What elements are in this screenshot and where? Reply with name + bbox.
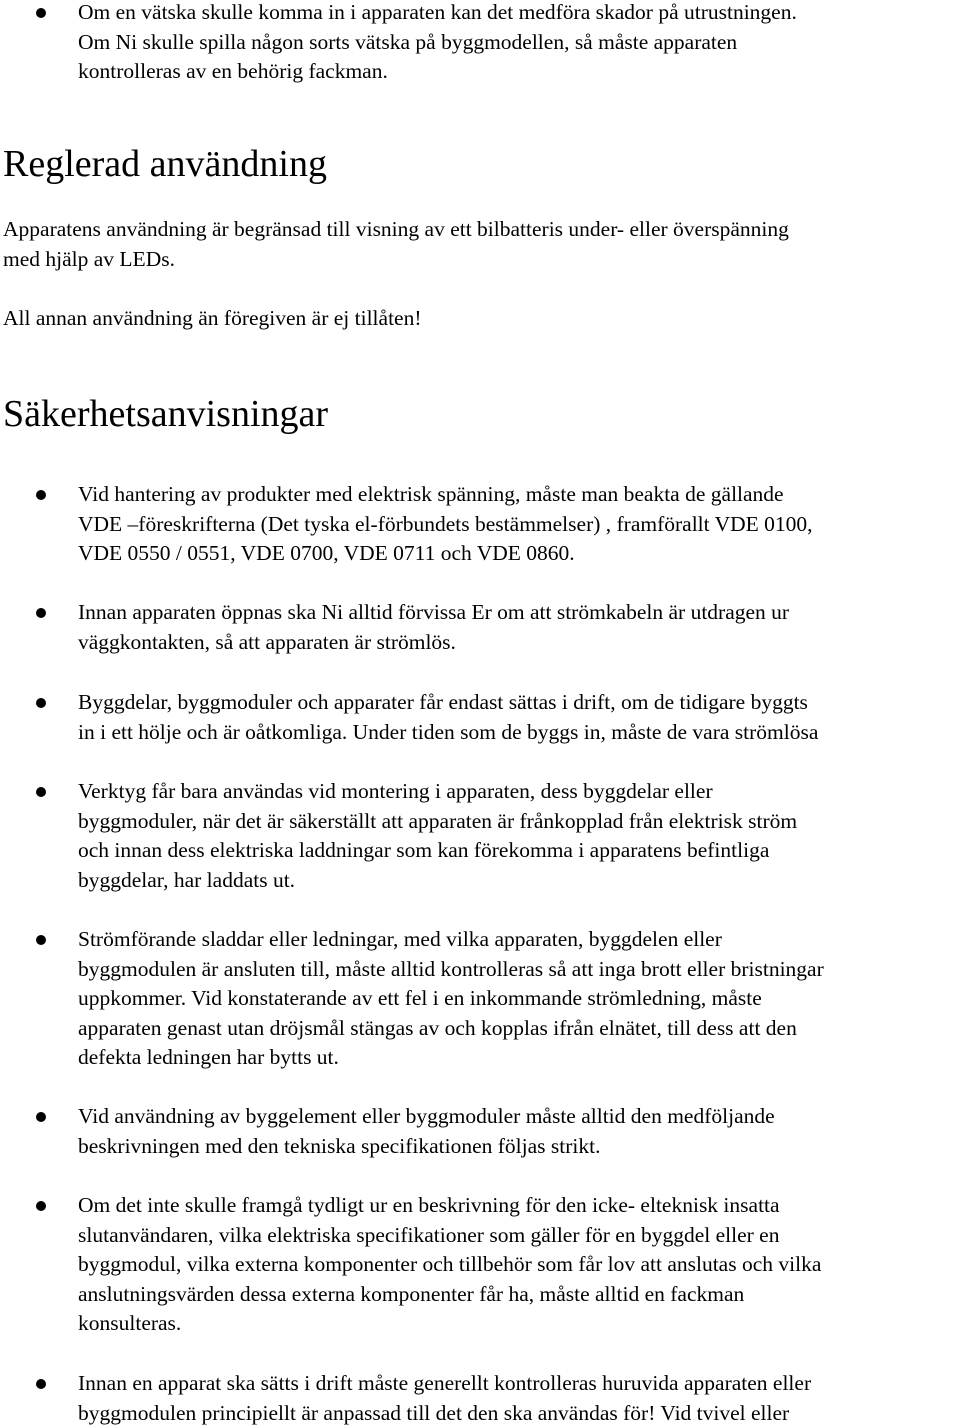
text-line: med hjälp av LEDs. — [3, 245, 953, 275]
text-line: byggdelar, har laddats ut. — [78, 866, 960, 896]
text-line: VDE –föreskrifterna (Det tyska el-förbundets bestämmelser) , framförallt VDE 0100, — [78, 510, 960, 540]
section-heading-usage: Reglerad användning — [3, 142, 327, 186]
bullet-icon — [36, 8, 46, 18]
text-line: defekta ledningen har bytts ut. — [78, 1043, 960, 1073]
text-line: Verktyg får bara användas vid montering i apparaten, dess byggdelar eller — [78, 777, 960, 807]
text-line: Vid hantering av produkter med elektrisk spänning, måste man beakta de gällande — [78, 480, 960, 510]
bullet-icon — [36, 787, 46, 797]
list-item-text — [78, 1191, 960, 1339]
list-item-text — [78, 777, 960, 895]
text-line: byggmodulen är ansluten till, måste alltid kontrolleras så att inga brott eller bristningar — [78, 955, 960, 985]
text-line: Vid användning av byggelement eller byggmoduler måste alltid den medföljande — [78, 1102, 960, 1132]
text-line: konsulteras. — [78, 1309, 960, 1339]
bullet-icon — [36, 608, 46, 618]
bullet-icon — [36, 935, 46, 945]
text-line: och innan dess elektriska laddningar som kan förekomma i apparatens befintliga — [78, 836, 960, 866]
list-item-text — [78, 925, 960, 1073]
bullet-icon — [36, 1379, 46, 1389]
list-item-text — [78, 1102, 960, 1161]
text-line: byggmodul, vilka externa komponenter och tillbehör som får lov att anslutas och vilka — [78, 1250, 960, 1280]
text-line: Innan apparaten öppnas ska Ni alltid förvissa Er om att strömkabeln är utdragen ur — [78, 598, 960, 628]
bullet-icon — [36, 1112, 46, 1122]
text-line: slutanvändaren, vilka elektriska specifikationer som gäller för en byggdel eller en — [78, 1221, 960, 1251]
usage-paragraph — [3, 215, 953, 274]
text-line: in i ett hölje och är oåtkomliga. Under tiden som de byggs in, måste de vara strömlösa — [78, 718, 960, 748]
text-line: Om en vätska skulle komma in i apparaten kan det medföra skador på utrustningen. — [78, 0, 960, 28]
text-line: Innan en apparat ska sätts i drift måste generellt kontrolleras huruvida apparaten eller — [78, 1369, 960, 1399]
text-line: Om det inte skulle framgå tydligt ur en beskrivning för den icke- elteknisk insatta — [78, 1191, 960, 1221]
text-line: beskrivningen med den tekniska specifikationen följas strikt. — [78, 1132, 960, 1162]
text-line: uppkommer. Vid konstaterande av ett fel i en inkommande strömledning, måste — [78, 984, 960, 1014]
text-line: Strömförande sladdar eller ledningar, med vilka apparaten, byggdelen eller — [78, 925, 960, 955]
text-line: Apparatens användning är begränsad till visning av ett bilbatteris under- eller överspänning — [3, 215, 953, 245]
text-line: anslutningsvärden dessa externa komponenter får ha, måste alltid en fackman — [78, 1280, 960, 1310]
text-line: Byggdelar, byggmoduler och apparater får endast sättas i drift, om de tidigare byggts — [78, 688, 960, 718]
list-item-text — [78, 0, 960, 87]
list-item-text — [78, 688, 960, 747]
bullet-icon — [36, 1201, 46, 1211]
usage-restriction-paragraph — [3, 304, 953, 334]
text-line: apparaten genast utan dröjsmål stängas av och kopplas ifrån elnätet, till dess att den — [78, 1014, 960, 1044]
bullet-icon — [36, 490, 46, 500]
bullet-icon — [36, 698, 46, 708]
list-item-text — [78, 598, 960, 657]
text-line: All annan användning än föregiven är ej tillåten! — [3, 304, 953, 334]
text-line: byggmodulen principiellt är anpassad till det den ska användas för! Vid tvivel eller — [78, 1399, 960, 1428]
text-line: kontrolleras av en behörig fackman. — [78, 57, 960, 87]
text-line: VDE 0550 / 0551, VDE 0700, VDE 0711 och VDE 0860. — [78, 539, 960, 569]
list-item-text — [78, 1369, 960, 1428]
text-line: Om Ni skulle spilla någon sorts vätska på byggmodellen, så måste apparaten — [78, 28, 960, 58]
list-item-text — [78, 480, 960, 569]
text-line: byggmoduler, när det är säkerställt att apparaten är frånkopplad från elektrisk ström — [78, 807, 960, 837]
text-line: väggkontakten, så att apparaten är strömlös. — [78, 628, 960, 658]
section-heading-safety: Säkerhetsanvisningar — [3, 392, 328, 436]
